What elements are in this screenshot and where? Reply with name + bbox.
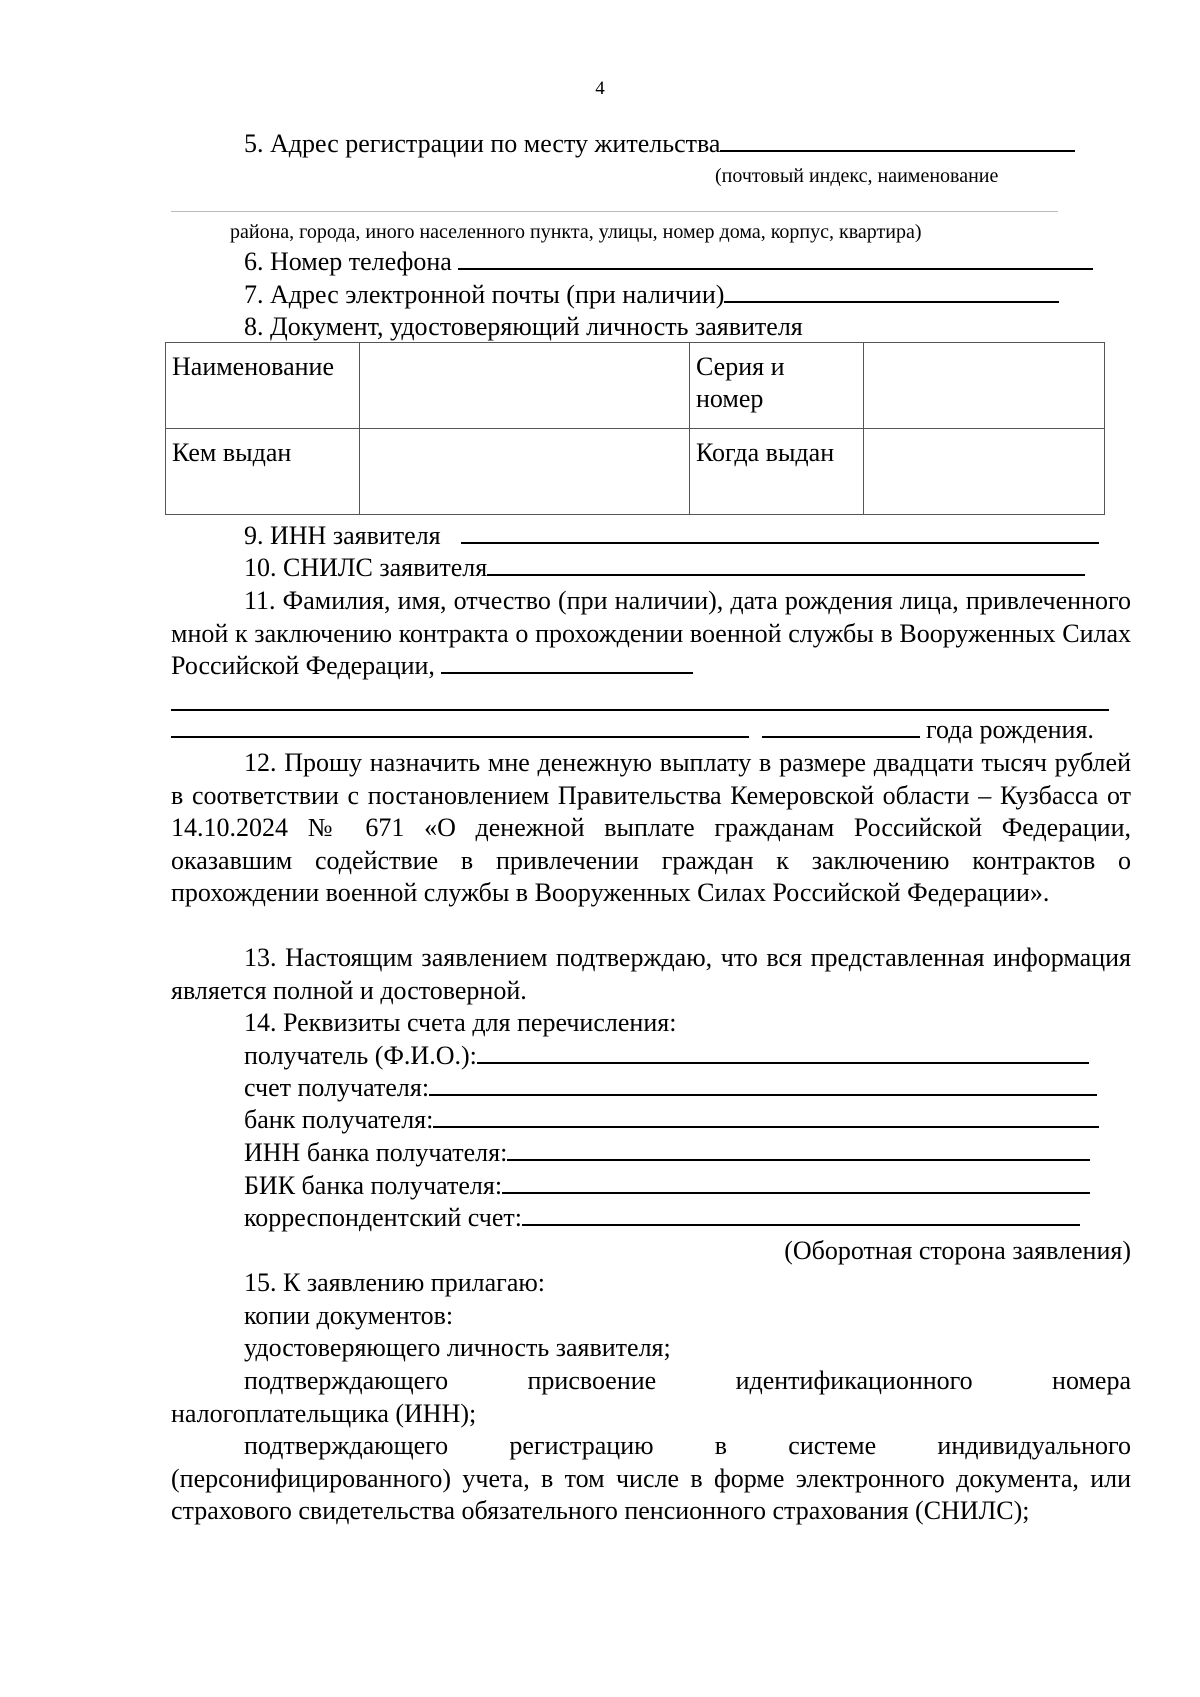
bank-field[interactable] [433, 1104, 1099, 1128]
inn-field[interactable] [461, 520, 1099, 544]
account-row [244, 1072, 1200, 1104]
cell-name-label: Наименование [166, 343, 360, 429]
page-number: 4 [595, 78, 605, 99]
item-9 [244, 520, 1200, 552]
bank-inn-row [244, 1137, 1200, 1169]
corr-row [244, 1202, 1200, 1234]
bik-label: БИК банка получателя: [244, 1171, 503, 1200]
phone-field[interactable] [458, 246, 1093, 270]
item-15-doc-3 [171, 1430, 1131, 1528]
recruit-name-field-2[interactable] [171, 714, 749, 738]
bank-inn-label: ИНН банка получателя: [244, 1138, 508, 1167]
bank-label: банк получателя: [244, 1105, 434, 1134]
item-6-label: 6. Номер телефона [244, 247, 452, 276]
address-line[interactable] [171, 211, 1058, 212]
item-15-doc-1: удостоверяющего личность заявителя; [244, 1333, 671, 1362]
id-document-table [165, 342, 1105, 515]
item-15-doc-3-text: подтверждающего регистрацию в системе индивидуального (персонифицированного) учета, в том числе в форме электронного документа, или страхового свидетельства обязательного пенсионного страхования (СНИЛС); [171, 1431, 1131, 1525]
bank-inn-field[interactable] [507, 1137, 1090, 1161]
item-5-note-1: (почтовый индекс, наименование [715, 165, 999, 187]
email-field[interactable] [724, 279, 1059, 303]
item-8: 8. Документ, удостоверяющий личность заявителя [244, 312, 803, 341]
item-5 [244, 128, 1200, 160]
cell-issued-by-label: Кем выдан [166, 429, 360, 515]
item-9-label: 9. ИНН заявителя [244, 521, 441, 550]
item-15-title: 15. К заявлению прилагаю: [244, 1268, 546, 1297]
reverse-side-note: (Оборотная сторона заявления) [784, 1236, 1131, 1265]
corr-label: корреспондентский счет: [244, 1203, 522, 1232]
item-6 [244, 246, 1200, 278]
birth-date-field[interactable] [762, 714, 920, 738]
item-11-birth [171, 714, 1131, 746]
item-12 [171, 747, 1131, 910]
cell-series-label: Серия и номер [690, 343, 864, 429]
cell-issued-date-label: Когда выдан [690, 429, 864, 515]
item-13-text: 13. Настоящим заявлением подтверждаю, что вся представленная информация является полной и достоверной. [171, 943, 1131, 1005]
recipient-field[interactable] [477, 1040, 1089, 1064]
item-5-label: 5. Адрес регистрации по месту жительства [244, 129, 721, 158]
item-15-copies: копии документов: [244, 1301, 454, 1330]
cell-issued-by-value[interactable] [360, 429, 690, 515]
item-11-text: 11. Фамилия, имя, отчество (при наличии), дата рождения лица, привлеченного мной к заключению контракта о прохождении военной службы в Вооруженных Силах Российской Федерации, [171, 586, 1131, 680]
item-15-doc-2 [171, 1365, 1131, 1430]
item-10-label: 10. СНИЛС заявителя [244, 553, 488, 582]
snils-field[interactable] [487, 552, 1085, 576]
bank-row [244, 1104, 1200, 1136]
item-7 [244, 279, 1200, 311]
account-field[interactable] [429, 1072, 1097, 1096]
recipient-label: получатель (Ф.И.О.): [244, 1041, 477, 1070]
item-10 [244, 552, 1200, 584]
bik-field[interactable] [502, 1170, 1090, 1194]
account-label: счет получателя: [244, 1073, 430, 1102]
item-14-title: 14. Реквизиты счета для перечисления: [244, 1008, 677, 1037]
recruit-name-field[interactable] [441, 650, 693, 674]
cell-series-value[interactable] [864, 343, 1105, 429]
recipient-row [244, 1040, 1200, 1072]
item-15-doc-2-text: подтверждающего присвоение идентификационного номера налогоплательщика (ИНН); [171, 1366, 1131, 1428]
item-13 [171, 942, 1131, 1007]
cell-issued-date-value[interactable] [864, 429, 1105, 515]
bik-row [244, 1170, 1200, 1202]
item-7-label: 7. Адрес электронной почты (при наличии) [244, 280, 725, 309]
item-5-note-2: района, города, иного населенного пункта, улицы, номер дома, корпус, квартира) [230, 221, 922, 243]
address-field[interactable] [720, 128, 1075, 152]
birth-label: года рождения. [926, 715, 1094, 744]
cell-name-value[interactable] [360, 343, 690, 429]
item-11 [171, 585, 1131, 683]
item-12-text: 12. Прошу назначить мне денежную выплату в размере двадцати тысяч рублей в соответствии с постановлением Правительства Кемеровской области – Кузбасса от 14.10.2024 № 671 «О денежной выплате гражданам Российской Федерации, оказавшим содействие в привлечении граждан к заключению контрактов о прохождении военной службы в Вооруженных Силах Российской Федерации». [171, 748, 1131, 907]
recruit-name-line[interactable] [171, 709, 1109, 711]
corr-field[interactable] [522, 1202, 1080, 1226]
